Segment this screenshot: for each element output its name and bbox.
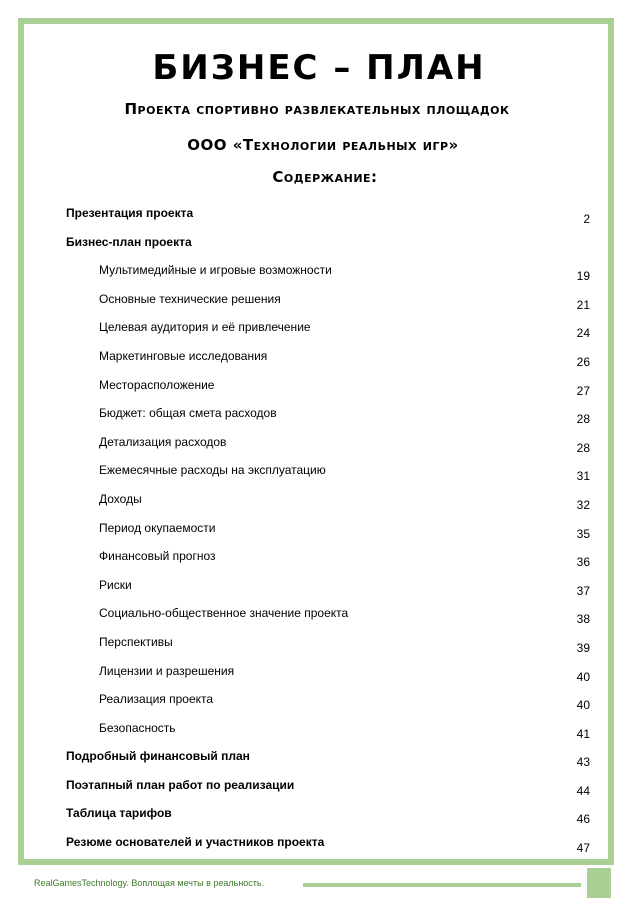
toc-entry[interactable] [66, 402, 596, 431]
footer-slogan: RealGamesTechnology. Воплощая мечты в реальность. [34, 878, 265, 888]
toc-entry-label: Поэтапный план работ по реализации [66, 777, 295, 792]
toc-entry-page: 39 [576, 640, 590, 655]
toc-entry-label: Период окупаемости [99, 520, 216, 535]
toc-entry[interactable] [66, 374, 596, 403]
toc-entry-page: 32 [576, 497, 590, 512]
toc-entry-label: Доходы [99, 491, 142, 506]
toc-entry-label: Финансовый прогноз [99, 549, 216, 564]
toc-entry[interactable] [66, 288, 596, 317]
toc-entry-label: Месторасположение [99, 377, 215, 392]
toc-entry[interactable] [66, 660, 596, 689]
toc-entry-page: 40 [576, 698, 590, 713]
toc-entry-label: Таблица тарифов [66, 806, 172, 821]
toc-entry-label: Презентация проекта [66, 206, 194, 220]
toc-entry[interactable] [66, 316, 596, 345]
toc-entry-page: 27 [576, 383, 590, 398]
toc-entry-page: 35 [576, 526, 590, 541]
toc-entry-page: 2 [583, 212, 590, 226]
toc-entry-label: Резюме основателей и участников проекта [66, 835, 325, 850]
toc-entry[interactable] [66, 488, 596, 517]
toc-entry[interactable] [66, 545, 596, 574]
toc-entry-label: Маркетинговые исследования [99, 348, 268, 363]
toc-entry-page: 26 [576, 354, 590, 369]
toc-entry-page: 31 [576, 469, 590, 484]
toc-entry-page: 37 [576, 583, 590, 598]
toc-entry-page: 47 [576, 841, 590, 856]
toc-entry[interactable] [66, 802, 596, 831]
document-title: БИЗНЕС – ПЛАН [152, 48, 486, 88]
toc-entry-label: Целевая аудитория и её привлечение [99, 320, 311, 335]
toc-entry-page: 46 [576, 812, 590, 827]
toc-entry[interactable] [66, 431, 596, 460]
toc-entry[interactable] [66, 202, 596, 231]
toc-entry-label: Бизнес-план проекта [66, 234, 192, 249]
toc-entry-page: 44 [576, 783, 590, 798]
toc-entry-page: 38 [576, 612, 590, 627]
toc-entry-label: Реализация проекта [99, 692, 214, 707]
toc-entry[interactable] [66, 602, 596, 631]
toc-entry[interactable] [66, 259, 596, 288]
toc-entry[interactable] [66, 459, 596, 488]
toc-entry-label: Бюджет: общая смета расходов [99, 406, 277, 421]
toc-entry-label: Безопасность [99, 720, 176, 735]
toc-entry-page: 40 [576, 669, 590, 684]
toc-entry-label: Риски [99, 577, 132, 592]
toc-entry-label: Детализация расходов [99, 434, 227, 449]
toc-entry-page: 28 [576, 412, 590, 427]
toc-entry[interactable] [66, 231, 596, 260]
toc-entry-label: Основные технические решения [99, 291, 281, 306]
toc-entry[interactable] [66, 574, 596, 603]
toc-entry-label: Социально-общественное значение проекта [99, 606, 349, 621]
toc-entry[interactable] [66, 517, 596, 546]
contents-heading: Содержание: [272, 168, 378, 186]
toc-entry-page: 43 [576, 755, 590, 770]
toc-entry[interactable] [66, 688, 596, 717]
toc-entry[interactable] [66, 631, 596, 660]
toc-entry-label: Ежемесячные расходы на эксплуатацию [99, 463, 326, 478]
toc-entry[interactable] [66, 717, 596, 746]
footer-divider [303, 883, 581, 887]
toc-entry[interactable] [66, 745, 596, 774]
toc-entry-label: Подробный финансовый план [66, 749, 250, 764]
toc-entry-page: 36 [576, 555, 590, 570]
toc-entry-page: 24 [576, 326, 590, 341]
toc-entry[interactable] [66, 831, 596, 860]
company-name: ООО «Технологии реальных игр» [187, 136, 459, 154]
toc-entry-page: 21 [576, 297, 590, 312]
toc-entry-page: 19 [576, 269, 590, 284]
toc-entry-page: 28 [576, 440, 590, 455]
toc-entry-page: 41 [576, 726, 590, 741]
toc-entry[interactable] [66, 774, 596, 803]
toc-entry[interactable] [66, 345, 596, 374]
document-subtitle: Проекта спортивно развлекательных площадок [124, 100, 510, 118]
toc-entry-label: Мультимедийные и игровые возможности [99, 263, 332, 278]
footer-page-tab [587, 868, 611, 898]
toc-entry-label: Перспективы [99, 634, 173, 649]
toc-entry-label: Лицензии и разрешения [99, 663, 235, 678]
table-of-contents [66, 202, 596, 860]
